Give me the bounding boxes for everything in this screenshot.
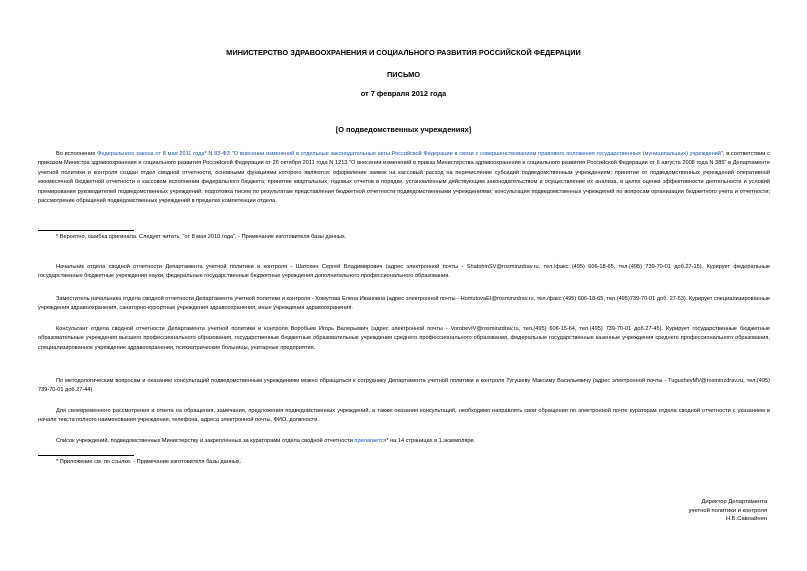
ministry-title: МИНИСТЕРСТВО ЗДРАВООХРАНЕНИЯ И СОЦИАЛЬНОГО РАЗВИТИЯ РОССИЙСКОЙ ФЕДЕРАЦИИ — [226, 48, 581, 57]
paragraph-intro — [38, 150, 770, 206]
paragraph-contacts: Для своевременного рассмотрения и ответа на обращения, замечания, предложения подведомственных учреждений, а также оказания консультаций, необходимо направлять свои обращения по электронной почте кураторам отдела сводной отчетности с указанием в начале текста полного наименования учреждения, телефона, адреса электронной почты, ФИО, должности. — [38, 408, 770, 424]
paragraph-vorobev: Консультант отдела сводной отчетности Департамента учетной политики и контроля Воробьев Игорь Валерьевич (адрес электронной почты - VorobevIV@rosminzdrav.ru, тел.(495) 606-15-64, тел.(495) 739-70-01 доб.27-45). Курирует государственные бюджетные образовательные учреждения высшего профессионального образования, государственные бюджетные образовательные учреждения среднего профессионального образования, федеральные государственные казенные учреждения среднего профессионального образования, специализированное учреждение здравоохранения, психиатрические больницы, унитарные предприятия. — [38, 326, 770, 351]
footnote-divider-2 — [38, 455, 134, 456]
paragraph-list-text-start: Список учреждений, подведомственных Министерству и закрепленных за кураторами отдела сводной отчетности — [56, 438, 355, 444]
footnote-divider — [38, 230, 134, 231]
paragraph-intro-text-start: Во исполнение — [56, 151, 98, 157]
signature-position: Директор Департамента — [701, 499, 767, 505]
document-type: ПИСЬМО — [387, 70, 420, 79]
paragraph-shatohin: Начальник отдела сводной отчетности Департамента учетной политики и контроля - Шатохин Сергей Владимирович (адрес электронной почты - ShatohinSV@rosminzdrav.ru, тел./факс (495) 606-18-65, тел.(495) 739-70-01 доб.27-15). Курирует федеральные государственные бюджетные учреждения науки, федеральные государственные бюджетные учреждения дополнительного профессионального образования. — [38, 264, 770, 280]
attachment-link[interactable]: прилагается — [354, 438, 387, 444]
paragraph-tugushev: По методологическим вопросам и оказанию консультаций подведомственным учреждениям можно обращаться к сотруднику Департамента учетной политики и контроля Тугушеву Максиму Васильевичу (адрес электронной почты - TugushevMV@rosminzdrav.ru, тел.(495) 739-70-01 доб.27-44). — [38, 378, 770, 394]
footnote-2: * Приложение см. по ссылке. - Примечание изготовителя базы данных. — [56, 459, 242, 465]
footnote-1: * Вероятно, ошибка оригинала. Следует читать: "от 8 мая 2010 года". - Примечание изготовителя базы данных. — [56, 234, 347, 240]
signature-name: Н.Б.Савоайнен — [725, 516, 767, 523]
paragraph-homutova: Заместитель начальника отдела сводной отчетности Департамента учетной политики и контроля - Хомутова Елена Ивановна (адрес электронной почты - HomutovaEI@rosminzdrav.ru, тел./факс (495) 606-18-65, тел.(495)739-70-01 доб. 27-53). Курирует специализированные учреждения здравоохранения, санаторно-курортные учреждения здравоохранения, иные учреждения здравоохранения. — [38, 296, 770, 312]
signature-department: учетной политики и контроля — [688, 507, 767, 514]
paragraph-list — [38, 437, 770, 446]
federal-law-link[interactable]: Федерального закона от 8 мая 2011 года* N 83-ФЗ "О внесении изменений в отдельные законодательные акты Российской Федерации в связи с совершенствованием правового положения государственных (муниципальных) учреждений" — [97, 151, 723, 157]
signature-block — [689, 498, 767, 524]
document-subject: [О подведомственных учреждениях] — [335, 125, 472, 134]
paragraph-intro-text-end: , в соответствии с приказом Министра здравоохранения и социального развития Российской Федерации от 26 октября 2011 года N 1213 "О внесении изменений в приказ Министерства здравоохранения и социального развития Российской Федерации от 6 августа 2008 года N 385" в Департаменте учетной политики и контроля создан отдел сводной отчетности, основными функциями которого являются: оформление заявок на кассовый расход на перечисление субсидий подведомственным учреждениям; принятие от подведомственных учреждений оперативной ежемесячной бюджетной отчетности о кассовом исполнении федерального бюджета; принятие квартальных, годовых отчетов в порядке, установленным действующим законодательством и осуществление их анализа, в целях оценки эффективности деятельности и условий премирования руководителей подведомственных учреждений; подготовка писем по результатам представления бюджетной отчетности подведомственными учреждениями; консультация подведомственных учреждений по вопросам организации бюджетного учета и отчетности; рассмотрение обращений подведомственных учреждений в пределах компетенции отдела. — [38, 151, 770, 205]
document-date: от 7 февраля 2012 года — [360, 89, 447, 98]
paragraph-list-text-end: * на 14 страницах в 1 экземпляре. — [386, 438, 476, 444]
